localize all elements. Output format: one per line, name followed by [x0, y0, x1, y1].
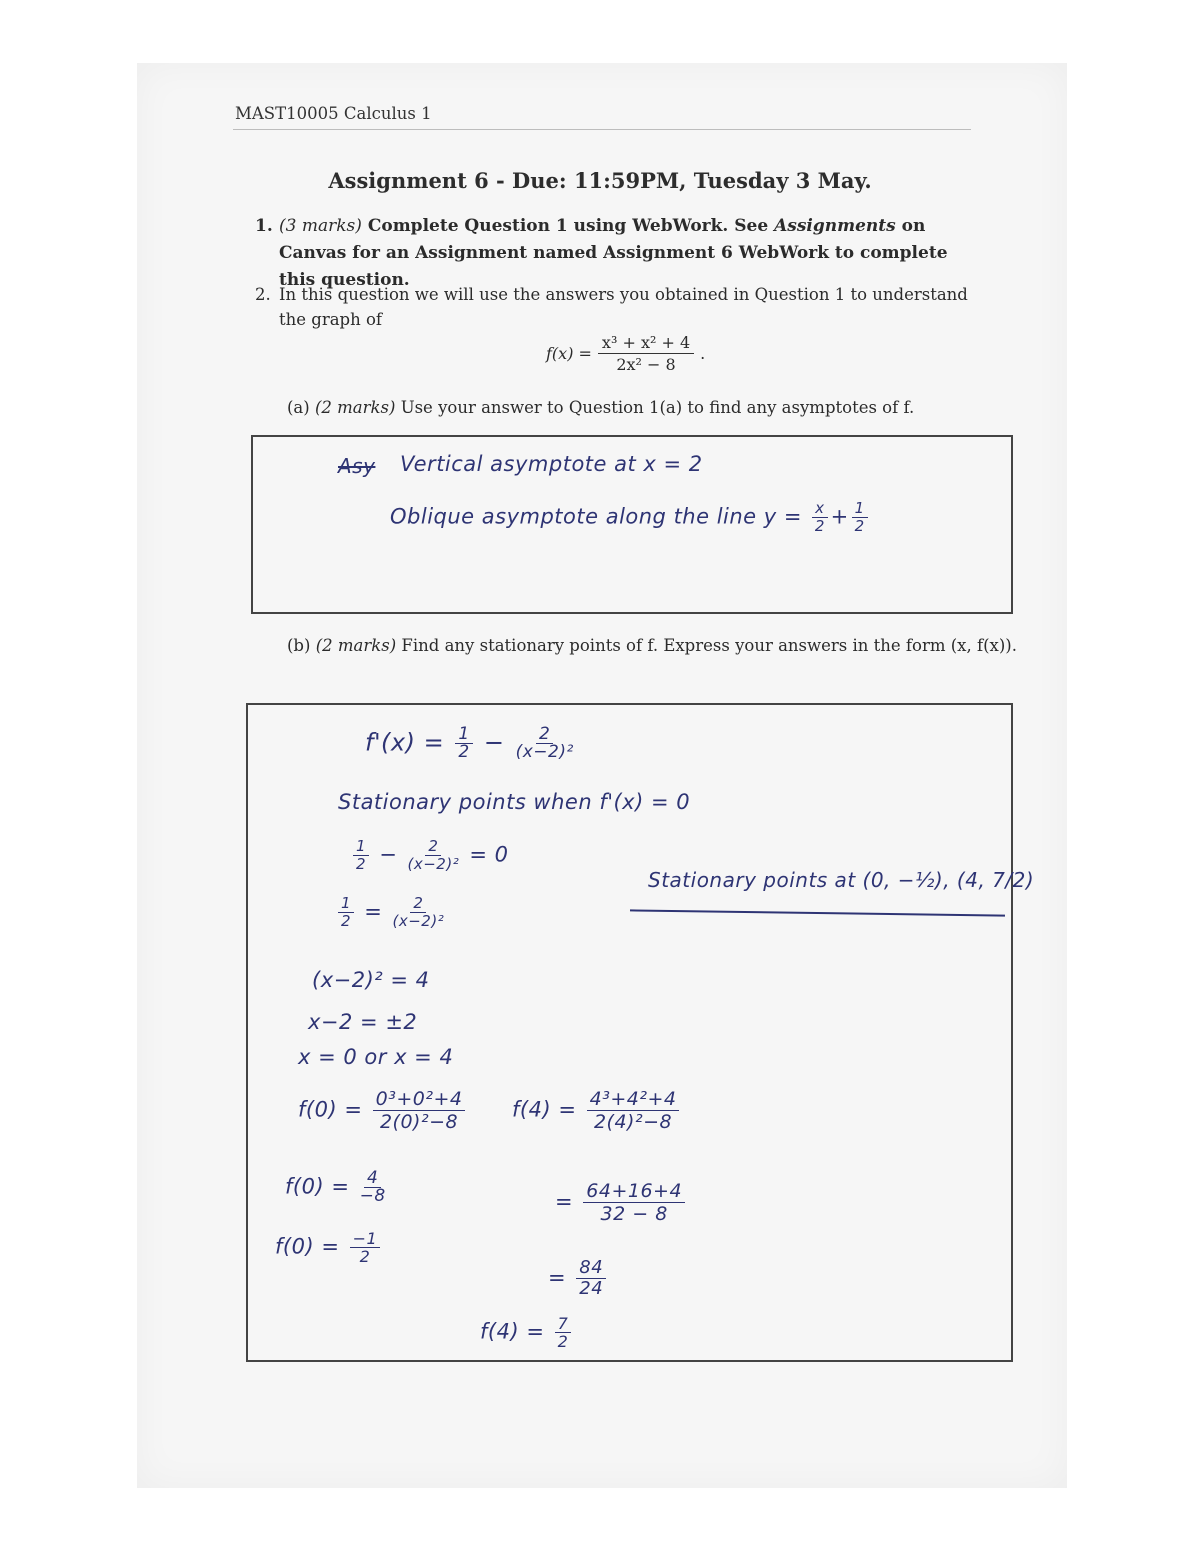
question-1-text-b: on Canvas for an Assignment named Assignment 6 WebWork to complete this question. — [279, 216, 948, 290]
f4-step-2: = $\frac{64+16+4}{32 - 8}$ — [555, 1180, 688, 1225]
struck-word: Asy — [338, 454, 376, 478]
f4-result: f(4) = $\frac{7}{2}$ — [480, 1315, 574, 1350]
stationary-condition: Stationary points when f'(x) = 0 — [338, 790, 691, 814]
derivative-line: f'(x) = $\frac{1}{2}$ − $\frac{2}{\text{(x−2)²}}$ — [365, 724, 574, 762]
assignment-title: Assignment 6 - Due: 11:59PM, Tuesday 3 May. — [328, 168, 872, 193]
formula-lhs: f(x) = — [546, 344, 592, 363]
f0-step-2: f(0) = $\frac{4}{-8}$ — [285, 1168, 386, 1206]
course-header: MAST10005 Calculus 1 — [235, 104, 432, 123]
header-rule — [233, 129, 971, 130]
part-a-marks: (2 marks) — [314, 398, 396, 417]
equation-step-4: x−2 = ±2 — [308, 1010, 418, 1034]
part-b-text: Find any stationary points of f. Express your answers in the form (x, f(x)). — [401, 636, 1017, 655]
equation-step-5: x = 0 or x = 4 — [298, 1045, 454, 1069]
question-1-emphasis: Assignments — [774, 216, 896, 236]
question-1-text-a: Complete Question 1 using WebWork. See — [367, 216, 769, 236]
function-formula — [546, 333, 705, 374]
answer-a-line-1: Vertical asymptote at x = 2 — [400, 452, 703, 476]
f0-result: f(0) = $\frac{-1}{2}$ — [275, 1230, 383, 1265]
stationary-points-result: Stationary points at (0, −½), (4, 7/2) — [648, 868, 1035, 892]
part-a-label: (a) — [287, 398, 310, 417]
question-2 — [255, 282, 975, 332]
equation-step-1: $\frac{1}{2}$ − $\frac{2}{\text{(x−2)²}}$ = 0 — [350, 838, 509, 873]
formula-end: . — [700, 344, 706, 363]
formula-denominator: 2x² − 8 — [616, 355, 676, 374]
f0-calculation: f(0) = $\frac{\text{0³+0²+4}}{\text{2(0)²−8}}$ — [298, 1088, 468, 1133]
question-2-text: In this question we will use the answers you obtained in Question 1 to understand the graph of — [279, 285, 968, 329]
question-1-marks: (3 marks) — [279, 216, 362, 236]
part-b-prompt — [287, 636, 1017, 655]
part-b-label: (b) — [287, 636, 311, 655]
question-1-number: 1. — [255, 216, 273, 236]
part-a-text: Use your answer to Question 1(a) to find any asymptotes of f. — [400, 398, 915, 417]
formula-fraction — [598, 333, 694, 374]
formula-numerator: x³ + x² + 4 — [598, 333, 694, 354]
f4-step-3: = $\frac{84}{24}$ — [548, 1258, 609, 1299]
question-2-number: 2. — [255, 285, 271, 304]
part-a-prompt — [287, 398, 914, 417]
part-b-marks: (2 marks) — [315, 636, 397, 655]
equation-step-2: $\frac{1}{2}$ = $\frac{2}{\text{(x−2)²}}$ — [335, 895, 447, 930]
f4-calculation: f(4) = $\frac{\text{4³+4²+4}}{\text{2(4)²−8}}$ — [512, 1088, 682, 1133]
answer-a-line-2: Oblique asymptote along the line y = $\frac{x}{2}$ + $\frac{1}{2}$ — [390, 500, 871, 535]
equation-step-3: (x−2)² = 4 — [312, 968, 430, 992]
